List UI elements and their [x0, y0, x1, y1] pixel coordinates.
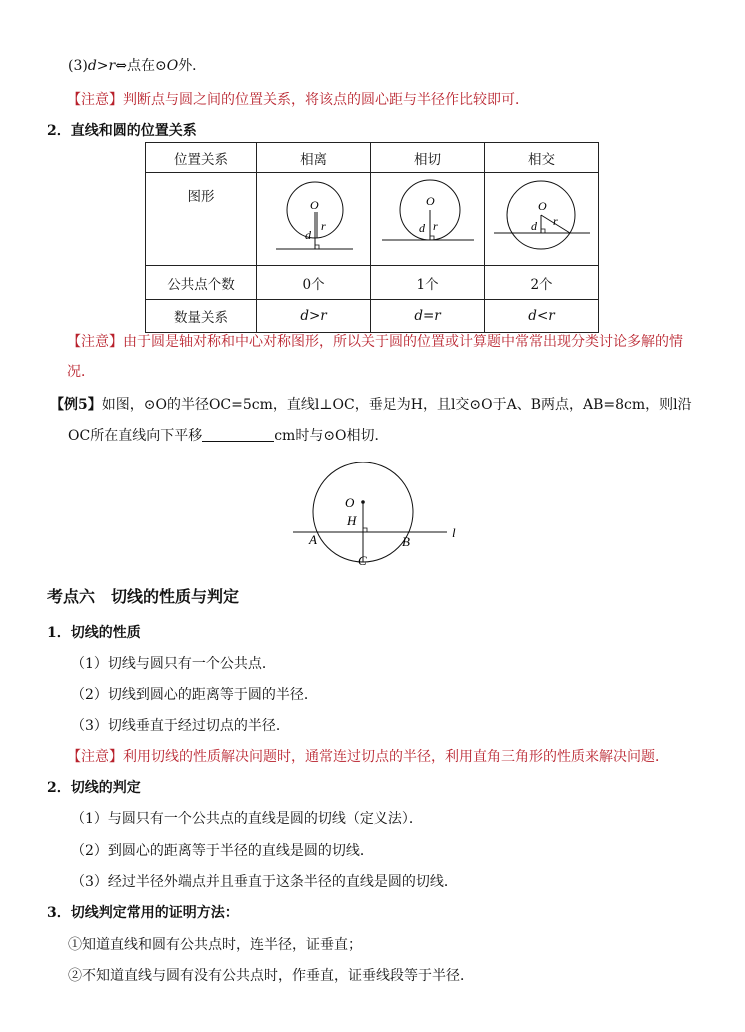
figure-separate — [258, 173, 370, 261]
svg-text:l: l — [452, 525, 456, 540]
svg-text:H: H — [347, 513, 357, 528]
kaodian6-title: 考点六 切线的性质与判定 — [47, 587, 240, 606]
figure-tangent — [372, 173, 484, 261]
s3-title: 3．切线判定常用的证明方法： — [47, 905, 239, 921]
svg-text:O: O — [425, 194, 435, 208]
header-position: 位置关系 — [146, 143, 257, 173]
svg-text:d: d — [530, 219, 537, 233]
svg-text:O: O — [309, 198, 319, 212]
figure-intersect-cell — [485, 173, 599, 266]
svg-text:A: A — [309, 532, 317, 547]
note-symmetry-line1: 【注意】由于圆是轴对称和中心对称图形，所以关于圆的位置或计算题中常常出现分类讨论多解的情 — [67, 334, 683, 350]
header-tangent: 相切 — [371, 143, 485, 173]
row-figure-label: 图形 — [146, 173, 257, 266]
s2-item-3: （3）经过半径外端点并且垂直于这条半径的直线是圆的切线． — [71, 874, 458, 890]
s2-title: 2．切线的判定 — [47, 780, 141, 796]
example5-tag: 【例5】 — [50, 397, 102, 413]
figure-intersect — [486, 173, 598, 261]
figure-separate-cell — [257, 173, 371, 266]
figure-tangent-cell — [371, 173, 485, 266]
note-point-circle: 【注意】判断点与圆之间的位置关系，将该点的圆心距与半径作比较即可． — [67, 92, 529, 108]
s1-item-2: （2）切线到圆心的距离等于圆的半径． — [71, 687, 318, 703]
common-tangent: 1个 — [371, 266, 485, 300]
s3-item-1: ①知道直线和圆有公共点时，连半径，证垂直； — [68, 937, 362, 953]
svg-text:r: r — [552, 214, 558, 228]
note-symmetry-line2: 况． — [67, 364, 95, 380]
svg-text:C: C — [358, 553, 367, 568]
s2-item-2: （2）到圆心的距离等于半径的直线是圆的切线． — [71, 843, 374, 859]
section-title-line-circle: 2．直线和圆的位置关系 — [47, 123, 197, 139]
expr-d-gt-r: d>r — [87, 58, 116, 74]
svg-text:r: r — [432, 219, 438, 233]
svg-text:d: d — [418, 221, 425, 235]
quantity-tangent: d=r — [371, 300, 485, 333]
line-circle-relation-table — [145, 142, 599, 333]
s1-item-3: （3）切线垂直于经过切点的半径． — [71, 718, 290, 734]
s3-item-2: ②不知道直线与圆有没有公共点时，作垂直，证垂线段等于半径． — [68, 968, 474, 984]
row-quantity-label: 数量关系 — [146, 300, 257, 333]
common-intersect: 2个 — [485, 266, 599, 300]
row-common-label: 公共点个数 — [146, 266, 257, 300]
svg-text:d: d — [304, 228, 311, 242]
header-separate: 相离 — [257, 143, 371, 173]
note-tangent-property: 【注意】利用切线的性质解决问题时，通常连过切点的半径，利用直角三角形的性质来解决问题． — [67, 749, 669, 765]
svg-text:O: O — [345, 495, 355, 510]
answer-blank — [202, 427, 274, 442]
quantity-separate: d>r — [257, 300, 371, 333]
svg-text:r: r — [320, 219, 326, 233]
header-intersect: 相交 — [485, 143, 599, 173]
s1-title: 1．切线的性质 — [47, 625, 141, 641]
example5-line2: OC所在直线向下平移 cm时与⊙O相切． — [68, 428, 389, 444]
common-separate: 0个 — [257, 266, 371, 300]
quantity-intersect: d<r — [485, 300, 599, 333]
svg-text:B: B — [402, 534, 410, 549]
point-outside-circle-line: (3)d>r⇔点在⊙O外． — [68, 58, 207, 74]
example5-line1: 【例5】如图，⊙O的半径OC=5cm，直线l⊥OC，垂足为H，且l交⊙O于A、B两点，AB=8cm，则l沿 — [50, 397, 692, 413]
svg-text:O: O — [537, 199, 547, 213]
s2-item-1: （1）与圆只有一个公共点的直线是圆的切线（定义法）． — [71, 811, 423, 827]
s1-item-1: （1）切线与圆只有一个公共点． — [71, 656, 276, 672]
example5-figure — [285, 462, 475, 574]
